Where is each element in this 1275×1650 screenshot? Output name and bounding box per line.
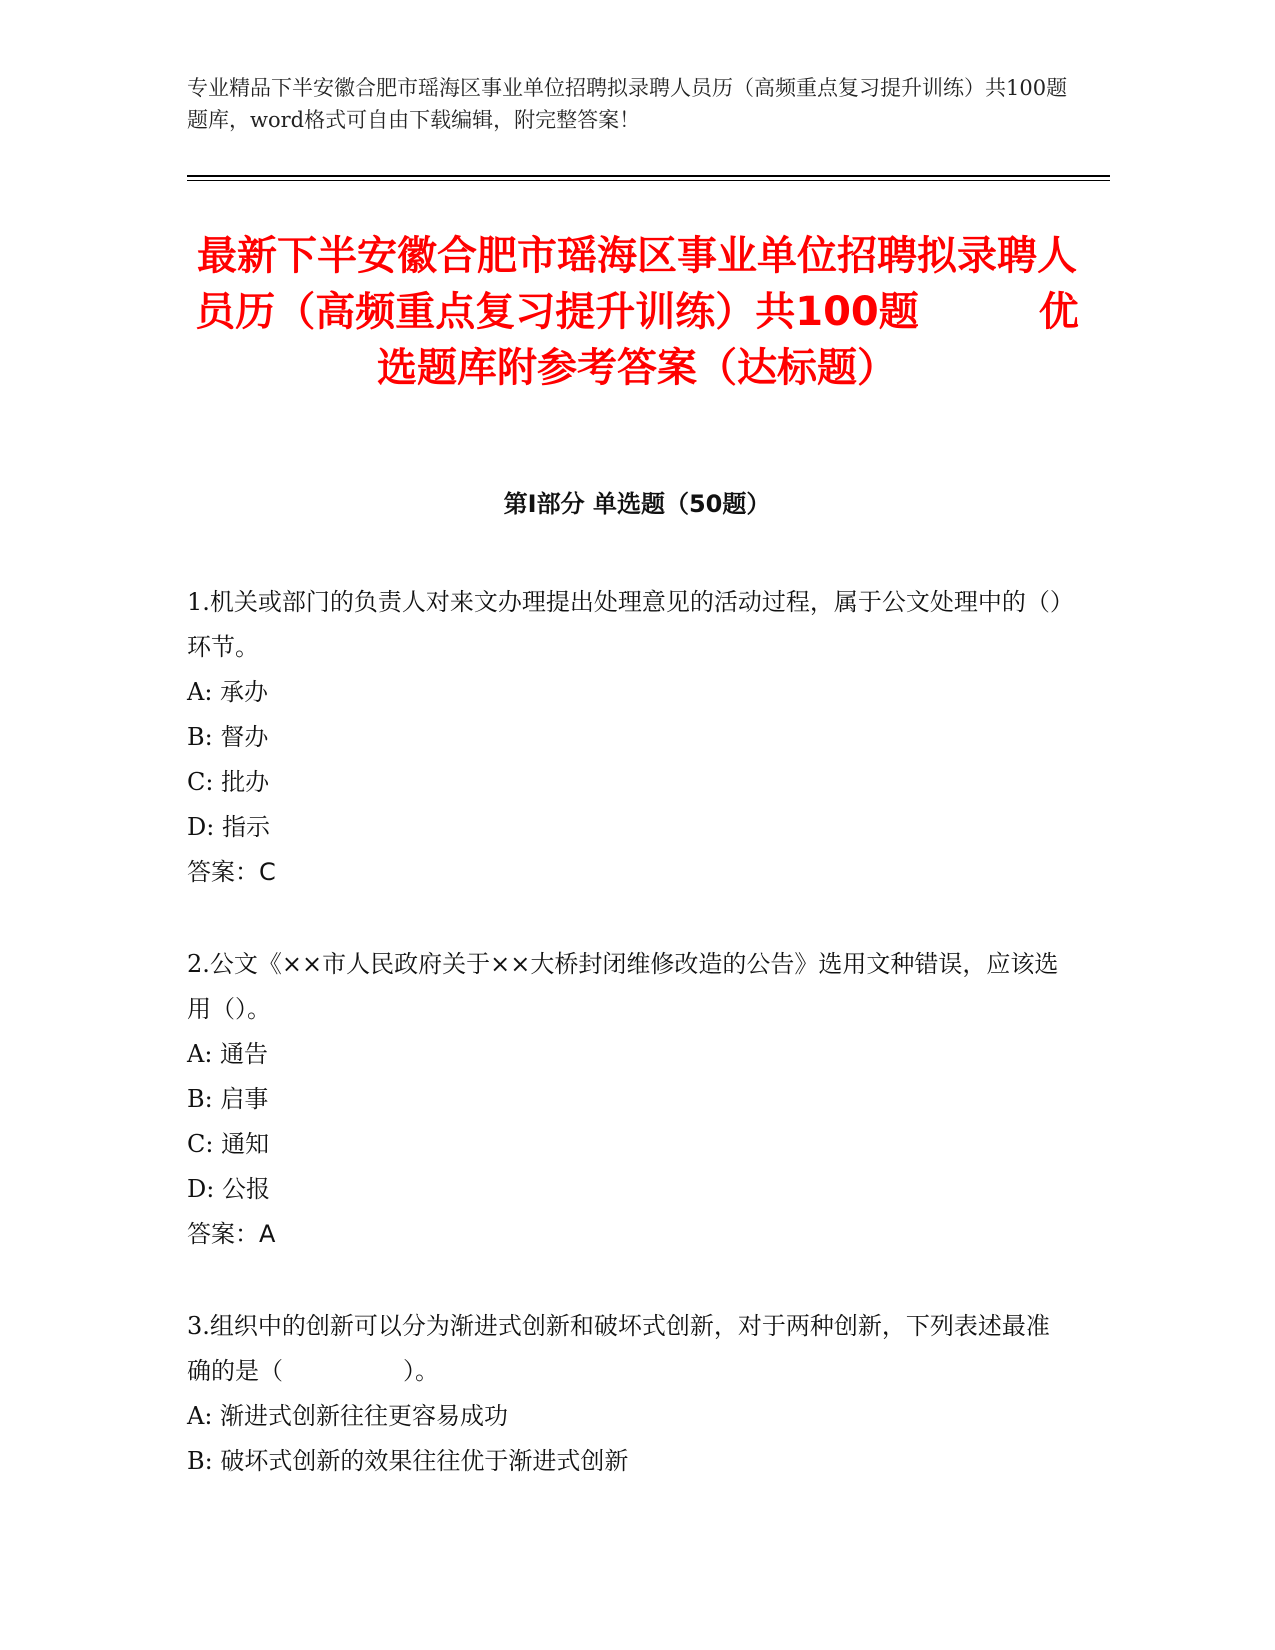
option-a: A: 通告 [187, 1040, 269, 1068]
answer: 答案：C [187, 858, 276, 886]
option-c: C: 通知 [187, 1130, 270, 1158]
question-stem: 2.公文《××市人民政府关于××大桥封闭维修改造的公告》选用文种错误，应该选用（）。 [187, 950, 1059, 1023]
option-c: C: 批办 [187, 768, 270, 796]
option-d: D: 公报 [187, 1175, 270, 1203]
header-divider [187, 175, 1110, 177]
option-b: B: 启事 [187, 1085, 269, 1113]
question-2 [187, 942, 1067, 1257]
question-stem: 3.组织中的创新可以分为渐进式创新和破坏式创新，对于两种创新，下列表述最准确的是（ ）。 [187, 1312, 1050, 1385]
option-b: B: 破坏式创新的效果往往优于渐进式创新 [187, 1447, 629, 1475]
section-title: 第Ⅰ部分 单选题（50题） [503, 490, 771, 518]
option-b: B: 督办 [187, 723, 269, 751]
question-3 [187, 1304, 1067, 1484]
header-note: 专业精品下半安徽合肥市瑶海区事业单位招聘拟录聘人员历（高频重点复习提升训练）共100题 题库，word格式可自由下载编辑，附完整答案！ [187, 76, 1131, 132]
question-stem: 1.机关或部门的负责人对来文办理提出处理意见的活动过程，属于公文处理中的（）环节。 [187, 588, 1062, 661]
question-1 [187, 580, 1067, 895]
option-a: A: 渐进式创新往往更容易成功 [187, 1402, 509, 1430]
header-divider-thin [187, 180, 1110, 181]
option-a: A: 承办 [187, 678, 269, 706]
document-title: 最新下半安徽合肥市瑶海区事业单位招聘拟录聘人员历（高频重点复习提升训练）共100题 优选题库附参考答案（达标题） [195, 233, 1079, 391]
option-d: D: 指示 [187, 813, 270, 841]
answer: 答案：A [187, 1220, 276, 1248]
